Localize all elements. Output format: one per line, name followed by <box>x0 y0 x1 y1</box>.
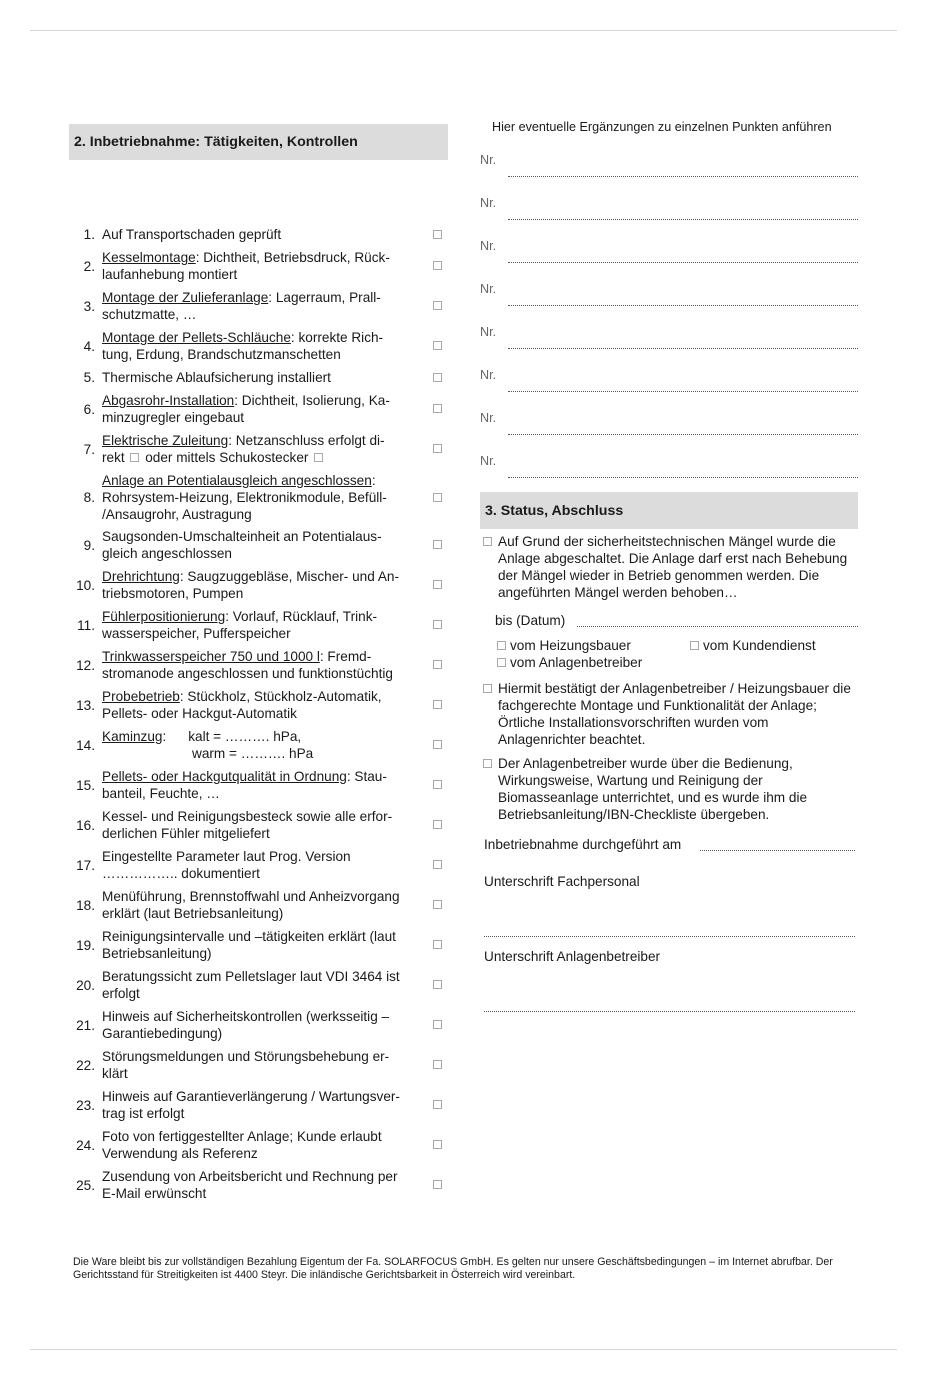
item-text: Drehrichtung: Saugzuggebläse, Mischer- und An- triebsmotoren, Pumpen <box>102 569 399 601</box>
checklist-item <box>69 528 424 562</box>
option-heizungsbauer <box>497 638 631 653</box>
item-checkbox[interactable] <box>433 620 442 629</box>
item-text: Fühlerpositionierung: Vorlauf, Rücklauf, Trink- wasserspeicher, Pufferspeicher <box>102 609 378 641</box>
item-number: 6. <box>83 401 95 417</box>
item-text: Zusendung von Arbeitsbericht und Rechnung per E-Mail erwünscht <box>102 1169 398 1201</box>
item-text: Montage der Pellets-Schläuche: korrekte Rich- tung, Erdung, Brandschutzmanschetten <box>102 330 384 362</box>
item-text: Thermische Ablaufsicherung installiert <box>102 370 331 385</box>
item-topic: Kesselmontage <box>102 250 196 265</box>
bis-datum-field[interactable] <box>577 626 858 627</box>
item-checkbox[interactable] <box>433 900 442 909</box>
item-text: Foto von fertiggestellter Anlage; Kunde erlaubt Verwendung als Referenz <box>102 1129 382 1161</box>
checklist-item <box>69 968 424 1002</box>
item-number: 25. <box>76 1177 95 1193</box>
item-text: Kesselmontage: Dichtheit, Betriebsdruck, Rück- laufanhebung montiert <box>102 250 390 282</box>
item-checkbox[interactable] <box>433 444 442 453</box>
checklist-item <box>69 1048 424 1082</box>
checklist-item <box>69 1168 424 1202</box>
heizungsbauer-label: vom Heizungsbauer <box>510 638 631 653</box>
checklist-item <box>69 688 424 722</box>
option-kundendienst <box>690 638 816 653</box>
checklist-item <box>69 568 424 602</box>
item-checkbox[interactable] <box>433 301 442 310</box>
note-dotted-line <box>508 262 858 263</box>
confirm-checkbox[interactable] <box>483 684 492 693</box>
item-checkbox[interactable] <box>433 230 442 239</box>
item-number: 13. <box>76 697 95 713</box>
item-checkbox[interactable] <box>433 261 442 270</box>
item-topic: Fühlerpositionierung <box>102 609 226 624</box>
bis-datum-label: bis (Datum) <box>495 613 566 628</box>
kundendienst-label: vom Kundendienst <box>703 638 816 653</box>
kundendienst-checkbox[interactable] <box>690 641 699 650</box>
anlagenbetreiber-label: vom Anlagenbetreiber <box>510 655 643 670</box>
note-number-label: Nr. <box>480 153 497 167</box>
checklist-item <box>69 648 424 682</box>
item-topic: Kaminzug <box>102 729 163 744</box>
item-number: 8. <box>83 490 95 505</box>
item-text: Beratungssicht zum Pelletslager laut VDI 3464 ist erfolgt <box>102 969 400 1001</box>
checklist-item <box>69 432 424 466</box>
signature-operator-line[interactable] <box>484 1011 855 1012</box>
item-checkbox[interactable] <box>433 660 442 669</box>
checklist-item <box>69 1008 424 1042</box>
instruction-text: Der Anlagenbetreiber wurde über die Bedienung, Wirkungsweise, Wartung und Reinigung der Biomasseanlage unterrichtet, und es wurde ihm die Betriebsanleitung/IBN-Checkliste übergeben. <box>498 756 808 822</box>
item-number: 20. <box>76 977 95 993</box>
item-checkbox[interactable] <box>433 493 442 502</box>
item-text: Eingestellte Parameter laut Prog. Version …………….. dokumentiert <box>102 849 351 881</box>
item-checkbox[interactable] <box>433 780 442 789</box>
signature-staff-line[interactable] <box>484 936 855 937</box>
checklist-item <box>69 329 424 363</box>
signature-operator-label: Unterschrift Anlagenbetreiber <box>484 949 661 964</box>
checklist-item <box>69 226 424 243</box>
item-number: 15. <box>76 777 95 793</box>
checklist-item <box>69 848 424 882</box>
note-dotted-line <box>508 219 858 220</box>
ibn-date-label: Inbetriebnahme durchgeführt am <box>484 837 682 852</box>
schukostecker-checkbox[interactable] <box>314 453 323 462</box>
note-dotted-line <box>508 176 858 177</box>
checklist-item <box>69 808 424 842</box>
item-text: Kaminzug: kalt = ………. hPa, warm = ………. hPa <box>102 729 314 761</box>
item-text: Störungsmeldungen und Störungsbehebung er- klärt <box>102 1049 390 1081</box>
item-topic: Pellets- oder Hackgutqualität in Ordnung <box>102 769 347 784</box>
checklist-item <box>69 249 424 283</box>
note-dotted-line <box>508 477 858 478</box>
item-checkbox[interactable] <box>433 373 442 382</box>
item-number: 4. <box>83 338 95 354</box>
item-number: 22. <box>76 1057 95 1073</box>
note-line[interactable] <box>480 139 858 182</box>
item-checkbox[interactable] <box>433 404 442 413</box>
item-checkbox[interactable] <box>433 1060 442 1069</box>
note-line[interactable] <box>480 397 858 440</box>
notes-hint: Hier eventuelle Ergänzungen zu einzelnen Punkten anführen <box>492 120 832 134</box>
option-anlagenbetreiber <box>497 655 642 670</box>
checklist-item <box>69 728 424 762</box>
checklist-item <box>69 768 424 802</box>
item-number: 21. <box>76 1017 95 1033</box>
section-2-column <box>69 124 448 1201</box>
bottom-divider <box>30 1349 897 1350</box>
checklist-item <box>69 1088 424 1122</box>
note-line[interactable] <box>480 268 858 311</box>
item-checkbox[interactable] <box>433 341 442 350</box>
item-text: Elektrische Zuleitung: Netzanschluss erfolgt di- rekt oder mittels Schukostecker <box>102 433 385 465</box>
note-number-label: Nr. <box>480 454 497 468</box>
note-line[interactable] <box>480 182 858 225</box>
item-text: Abgasrohr-Installation: Dichtheit, Isolierung, Ka- minzugregler eingebaut <box>102 393 390 425</box>
item-checkbox[interactable] <box>433 940 442 949</box>
item-checkbox[interactable] <box>433 820 442 829</box>
top-divider <box>30 30 897 31</box>
item-topic: Trinkwasserspeicher 750 und 1000 l <box>102 649 320 664</box>
instruction-checkbox[interactable] <box>483 759 492 768</box>
item-text: Auf Transportschaden geprüft <box>102 227 282 242</box>
item-number: 11. <box>77 617 95 633</box>
note-number-label: Nr. <box>480 325 497 339</box>
item-topic: Montage der Zulieferanlage <box>102 290 269 305</box>
note-dotted-line <box>508 305 858 306</box>
item-number: 14. <box>76 737 95 753</box>
checklist-item <box>69 888 424 922</box>
item-number: 1. <box>83 227 95 242</box>
defect-checkbox[interactable] <box>483 537 492 546</box>
item-checkbox[interactable] <box>433 980 442 989</box>
notes-lines <box>480 139 858 483</box>
checklist-item <box>69 928 424 962</box>
note-number-label: Nr. <box>480 282 497 296</box>
item-checkbox[interactable] <box>433 1020 442 1029</box>
instruction-statement <box>481 755 857 823</box>
item-topic: Montage der Pellets-Schläuche <box>102 330 291 345</box>
checklist-item <box>69 289 424 323</box>
item-text: Menüführung, Brennstoffwahl und Anheizvorgang erklärt (laut Betriebsanleitung) <box>102 889 400 921</box>
item-number: 16. <box>76 817 95 833</box>
kaminzug-warm: warm = ………. hPa <box>192 746 314 761</box>
item-checkbox[interactable] <box>433 1140 442 1149</box>
item-number: 18. <box>76 897 95 913</box>
item-topic: Probebetrieb <box>102 689 180 704</box>
anlagenbetreiber-checkbox[interactable] <box>497 658 506 667</box>
checklist-item <box>69 1128 424 1162</box>
item-checkbox[interactable] <box>433 1100 442 1109</box>
item-text: Anlage an Potentialausgleich angeschlossen: Rohrsystem-Heizung, Elektronikmodule, Befüll- /Ansaugrohr, Austragung <box>102 473 387 522</box>
item-checkbox[interactable] <box>433 700 442 709</box>
checklist-item <box>69 369 424 386</box>
item-checkbox[interactable] <box>433 860 442 869</box>
item-text: Kessel- und Reinigungsbesteck sowie alle erfor- derlichen Fühler mitgeliefert <box>102 809 393 841</box>
note-line[interactable] <box>480 225 858 268</box>
note-number-label: Nr. <box>480 368 497 382</box>
item-text: Pellets- oder Hackgutqualität in Ordnung: Stau- banteil, Feuchte, … <box>102 769 387 801</box>
item-topic: Abgasrohr-Installation <box>102 393 235 408</box>
item-text: Montage der Zulieferanlage: Lagerraum, Prall- schutzmatte, … <box>102 290 381 322</box>
item-checkbox[interactable] <box>433 540 442 549</box>
item-text: Hinweis auf Garantieverlängerung / Wartungsver- trag ist erfolgt <box>102 1089 400 1121</box>
item-checkbox[interactable] <box>433 1180 442 1189</box>
item-number: 12. <box>76 657 95 673</box>
item-number: 3. <box>83 298 95 314</box>
defect-text: Auf Grund der sicherheitstechnischen Mängel wurde die Anlage abgeschaltet. Die Anlage darf erst nach Behebung der Mängel wieder in Betrieb genommen werden. Die angeführten Mängel werden behoben… <box>498 534 848 600</box>
legal-footer: Die Ware bleibt bis zur vollständigen Bezahlung Eigentum der Fa. SOLARFOCUS GmbH. Es gelten nur unsere Geschäftsbedingungen – im Internet abrufbar. Der Gerichtsstand für Streitigkeiten ist 4400 Steyr. Die inländische Gerichtsbarkeit in Österreich wird vereinbart. <box>73 1256 833 1281</box>
note-number-label: Nr. <box>480 411 497 425</box>
item-number: 7. <box>83 441 95 457</box>
note-dotted-line <box>508 434 858 435</box>
item-text: Saugsonden-Umschalteinheit an Potentialaus- gleich angeschlossen <box>102 529 382 561</box>
section-2-heading: 2. Inbetriebnahme: Tätigkeiten, Kontrollen <box>69 124 448 160</box>
item-number: 5. <box>83 370 95 385</box>
section-3-heading: 3. Status, Abschluss <box>480 492 858 529</box>
signature-staff-label: Unterschrift Fachpersonal <box>484 874 640 889</box>
item-number: 24. <box>76 1137 95 1153</box>
item-number: 10. <box>76 577 95 593</box>
item-text: Trinkwasserspeicher 750 und 1000 l: Fremd- stromanode angeschlossen und funktionstüchtig <box>102 649 393 681</box>
note-number-label: Nr. <box>480 239 497 253</box>
notes-block <box>480 120 858 483</box>
item-checkbox[interactable] <box>433 580 442 589</box>
ibn-date-field[interactable] <box>700 850 855 851</box>
item-number: 17. <box>76 857 95 873</box>
note-dotted-line <box>508 391 858 392</box>
kaminzug-kalt: kalt = ………. hPa, <box>188 729 302 744</box>
direkt-checkbox[interactable] <box>130 453 139 462</box>
item-number: 19. <box>76 937 95 953</box>
checklist-item <box>69 392 424 426</box>
note-line[interactable] <box>480 440 858 483</box>
item-text: Reinigungsintervalle und –tätigkeiten erklärt (laut Betriebsanleitung) <box>102 929 396 961</box>
item-text: Hinweis auf Sicherheitskontrollen (werksseitig – Garantiebedingung) <box>102 1009 390 1041</box>
item-number: 23. <box>76 1097 95 1113</box>
note-line[interactable] <box>480 311 858 354</box>
item-number: 9. <box>83 537 95 553</box>
item-checkbox[interactable] <box>433 740 442 749</box>
heizungsbauer-checkbox[interactable] <box>497 641 506 650</box>
item-topic: Drehrichtung <box>102 569 180 584</box>
note-number-label: Nr. <box>480 196 497 210</box>
checklist-item <box>69 472 424 523</box>
item-topic: Elektrische Zuleitung <box>102 433 229 448</box>
item-number: 2. <box>83 258 95 274</box>
item-topic: Anlage an Potentialausgleich angeschlossen <box>102 473 372 488</box>
checklist-item <box>69 608 424 642</box>
item-text: Probebetrieb: Stückholz, Stückholz-Automatik, Pellets- oder Hackgut-Automatik <box>102 689 382 721</box>
note-dotted-line <box>508 348 858 349</box>
confirm-statement <box>481 680 857 748</box>
confirm-text: Hiermit bestätigt der Anlagenbetreiber / Heizungsbauer die fachgerechte Montage und Funktionalität der Anlage; Örtliche Installationsvorschriften wurden vom Anlagenrichter beachtet. <box>498 681 851 747</box>
note-line[interactable] <box>480 354 858 397</box>
defect-statement <box>481 533 857 601</box>
